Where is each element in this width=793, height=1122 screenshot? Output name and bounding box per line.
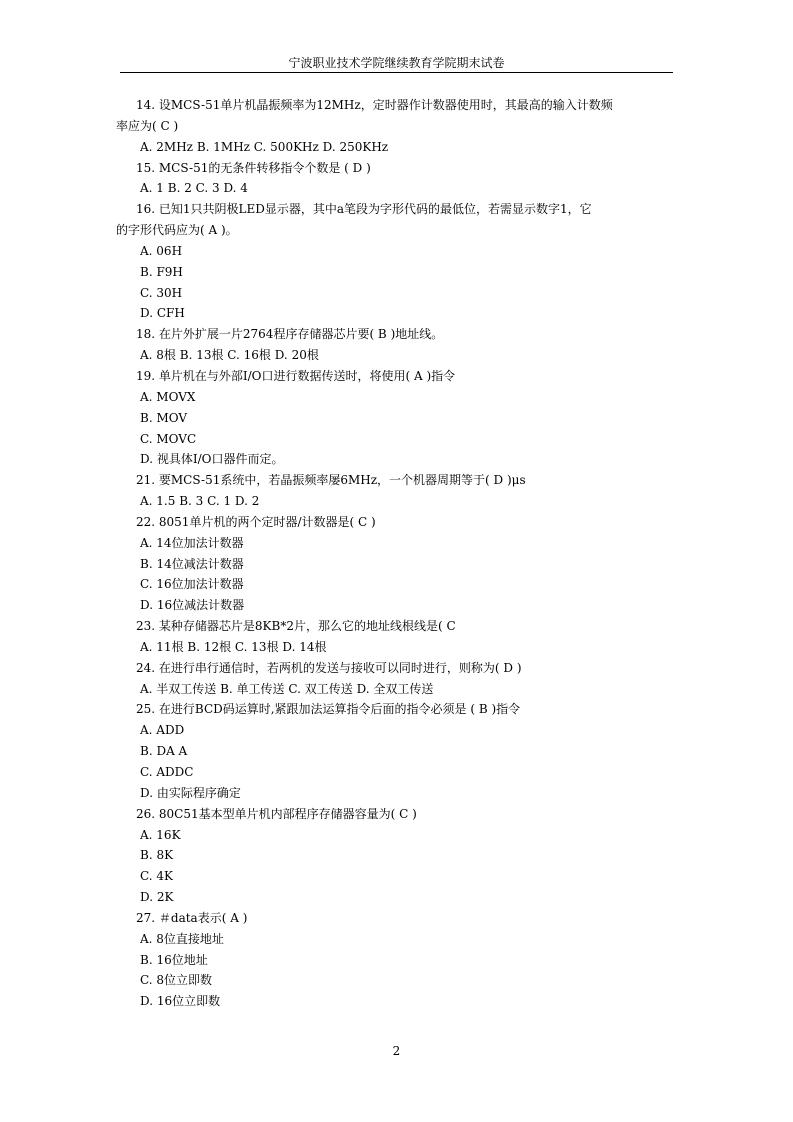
question-line: 25. 在进行BCD码运算时,紧跟加法运算指令后面的指令必须是 ( B )指令 bbox=[136, 702, 521, 717]
answer-option-line: A. 06H bbox=[140, 243, 183, 258]
answer-option-line: A. 半双工传送 B. 单工传送 C. 双工传送 D. 全双工传送 bbox=[140, 681, 434, 696]
answer-option-line: B. 8K bbox=[140, 848, 174, 863]
answer-option-line: A. 11根 B. 12根 C. 13根 D. 14根 bbox=[140, 639, 327, 654]
answer-option-line: D. 由实际程序确定 bbox=[140, 785, 241, 800]
answer-option-line: C. 8位立即数 bbox=[140, 973, 213, 988]
answer-option-line: A. ADD bbox=[140, 723, 185, 738]
answer-option-line: D. 16位立即数 bbox=[140, 994, 221, 1009]
answer-option-line: A. 14位加法计数器 bbox=[140, 535, 244, 550]
answer-option-line: C. 16位加法计数器 bbox=[140, 577, 244, 592]
answer-option-line: A. 2MHz B. 1MHz C. 500KHz D. 250KHz bbox=[140, 139, 389, 154]
answer-option-line: B. DA A bbox=[140, 744, 188, 759]
answer-option-line: A. 8位直接地址 bbox=[140, 931, 224, 946]
header-divider bbox=[120, 72, 673, 73]
answer-option-line: A. 1 B. 2 C. 3 D. 4 bbox=[140, 181, 248, 196]
question-line: 27. ＃data表示( A ) bbox=[136, 910, 248, 925]
answer-option-line: A. 16K bbox=[140, 827, 181, 842]
question-line: 23. 某种存储器芯片是8KB*2片，那么它的地址线根线是( C bbox=[136, 619, 456, 634]
answer-option-line: C. ADDC bbox=[140, 765, 194, 779]
answer-option-line: D. 16位减法计数器 bbox=[140, 598, 245, 613]
answer-option-line: D. CFH bbox=[140, 306, 185, 321]
answer-option-line: C. 4K bbox=[140, 869, 173, 884]
question-line: 24. 在进行串行通信时，若两机的发送与接收可以同时进行，则称为( D ) bbox=[136, 660, 522, 675]
question-line: 15. MCS-51的无条件转移指令个数是 ( D ) bbox=[136, 160, 371, 175]
answer-option-line: B. MOV bbox=[140, 410, 188, 425]
answer-option-line: B. 16位地址 bbox=[140, 952, 208, 967]
answer-option-line: A. 8根 B. 13根 C. 16根 D. 20根 bbox=[140, 348, 319, 363]
answer-option-line: C. MOVC bbox=[140, 431, 197, 446]
answer-option-line: D. 视具体I/O口器件而定。 bbox=[140, 452, 284, 467]
page-header-title: 宁波职业技术学院继续教育学院期末试卷 bbox=[288, 56, 505, 70]
question-line: 21. 要MCS-51系统中，若晶振频率屡6MHz，一个机器周期等于( D )μs bbox=[136, 473, 526, 488]
question-line: 26. 80C51基本型单片机内部程序存储器容量为( C ) bbox=[136, 806, 417, 821]
answer-option-line: C. 30H bbox=[140, 285, 183, 300]
page-number: 2 bbox=[392, 1044, 401, 1058]
question-list bbox=[116, 95, 676, 1012]
answer-option-line: A. MOVX bbox=[140, 389, 196, 404]
question-line: 18. 在片外扩展一片2764程序存储器芯片要( B )地址线。 bbox=[136, 327, 444, 342]
answer-option-line: B. F9H bbox=[140, 264, 183, 279]
question-continuation-line: 的字形代码应为( A )。 bbox=[116, 223, 238, 238]
answer-option-line: A. 1.5 B. 3 C. 1 D. 2 bbox=[140, 494, 260, 509]
question-continuation-line: 率应为( C ) bbox=[116, 118, 179, 133]
question-line: 14. 设MCS-51单片机晶振频率为12MHz，定时器作计数器使用时，其最高的输入计数频 bbox=[136, 98, 613, 112]
question-line: 19. 单片机在与外部I/O口进行数据传送时，将使用( A )指令 bbox=[136, 368, 456, 383]
question-line: 22. 8051单片机的两个定时器/计数器是( C ) bbox=[136, 514, 376, 529]
question-line: 16. 已知1只共阴极LED显示器，其中a笔段为字形代码的最低位，若需显示数字1，它 bbox=[136, 202, 592, 217]
answer-option-line: D. 2K bbox=[140, 890, 174, 905]
answer-option-line: B. 14位减法计数器 bbox=[140, 556, 244, 571]
